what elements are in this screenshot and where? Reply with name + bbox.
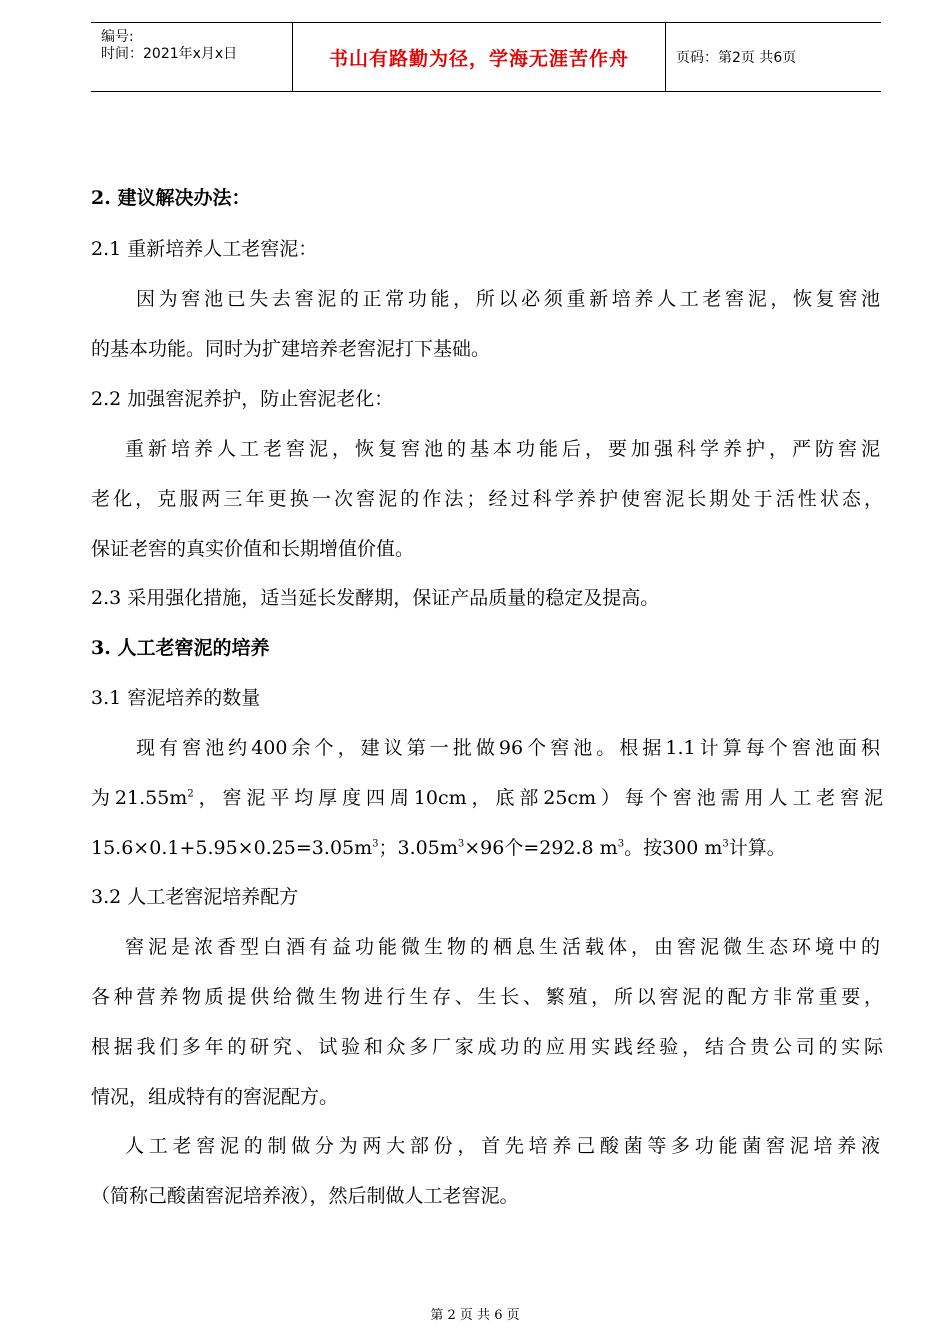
subheading-3-1: 3.1 窖泥培养的数量: [91, 687, 261, 709]
header-motto: 书山有路勤为径，学海无涯苦作舟: [293, 23, 666, 91]
paragraph-line: 的基本功能。同时为扩建培养老窖泥打下基础。: [91, 338, 491, 360]
paragraph-line: 窖泥是浓香型白酒有益功能微生物的栖息生活载体，由窖泥微生态环境中的: [125, 936, 880, 958]
header-page-label: 页码：第2页 共6页: [676, 50, 797, 66]
paragraph-line: 人工老窖泥的制做分为两大部份，首先培养己酸菌等多功能菌窖泥培养液: [125, 1135, 880, 1157]
superscript: 3: [372, 838, 379, 850]
superscript: 2: [187, 788, 194, 800]
paragraph-line: 因为窖池已失去窖泥的正常功能，所以必须重新培养人工老窖泥，恢复窖池: [136, 288, 880, 310]
time-label: 时间：2021年x月x日: [101, 46, 238, 62]
subheading-2-3: 2.3 采用强化措施，适当延长发酵期，保证产品质量的稳定及提高。: [91, 587, 660, 609]
paragraph-line: 现有窖池约400余个，建议第一批做96个窖池。根据1.1计算每个窖池面积: [136, 737, 880, 759]
superscript: 3: [722, 838, 729, 850]
paragraph-line: （简称己酸菌窖泥培养液），然后制做人工老窖泥。: [91, 1185, 519, 1207]
superscript: 3: [457, 838, 465, 850]
superscript: 3: [617, 838, 625, 850]
text-run: ，窖泥平均厚度四周10cm，底部25cm）每个窖池需用人工老窖泥: [193, 787, 883, 809]
paragraph-line: 各种营养物质提供给微生物进行生存、生长、繁殖，所以窖泥的配方非常重要，: [91, 986, 883, 1008]
page-header: [91, 22, 881, 92]
text-run: 为21.55m: [91, 787, 188, 809]
paragraph-line: 重新培养人工老窖泥，恢复窖池的基本功能后，要加强科学养护，严防窖泥: [125, 438, 880, 460]
subheading-2-1: 2.1 重新培养人工老窖泥：: [91, 238, 318, 260]
subheading-2-2: 2.2 加强窖泥养护，防止窖泥老化：: [91, 388, 394, 410]
paragraph-line-volume: [91, 833, 883, 860]
page-footer: 第 2 页 共 6 页: [430, 1308, 520, 1323]
section-heading-3: 3. 人工老窖泥的培养: [91, 637, 270, 659]
text-run: 计算。: [728, 837, 786, 859]
text-run: ×96个=292.8 m: [464, 837, 618, 859]
paragraph-line: 情况，组成特有的窖泥配方。: [91, 1086, 339, 1108]
text-run: ；3.05m: [378, 837, 458, 859]
section-heading-2: 2. 建议解决办法：: [91, 187, 251, 209]
subheading-3-2: 3.2 人工老窖泥培养配方: [91, 886, 299, 908]
header-meta: [91, 23, 293, 91]
paragraph-line: 老化，克服两三年更换一次窖泥的作法；经过科学养护使窖泥长期处于活性状态，: [91, 488, 883, 510]
text-run: 15.6×0.1+5.95×0.25=3.05m: [91, 837, 373, 859]
text-run: 。按300 m: [624, 837, 723, 859]
paragraph-line: 保证老窖的真实价值和长期增值价值。: [91, 538, 415, 560]
number-label: 编号:: [101, 29, 134, 45]
paragraph-line-area: [91, 783, 883, 810]
paragraph-line: 根据我们多年的研究、试验和众多厂家成功的应用实践经验，结合贵公司的实际: [91, 1036, 883, 1058]
